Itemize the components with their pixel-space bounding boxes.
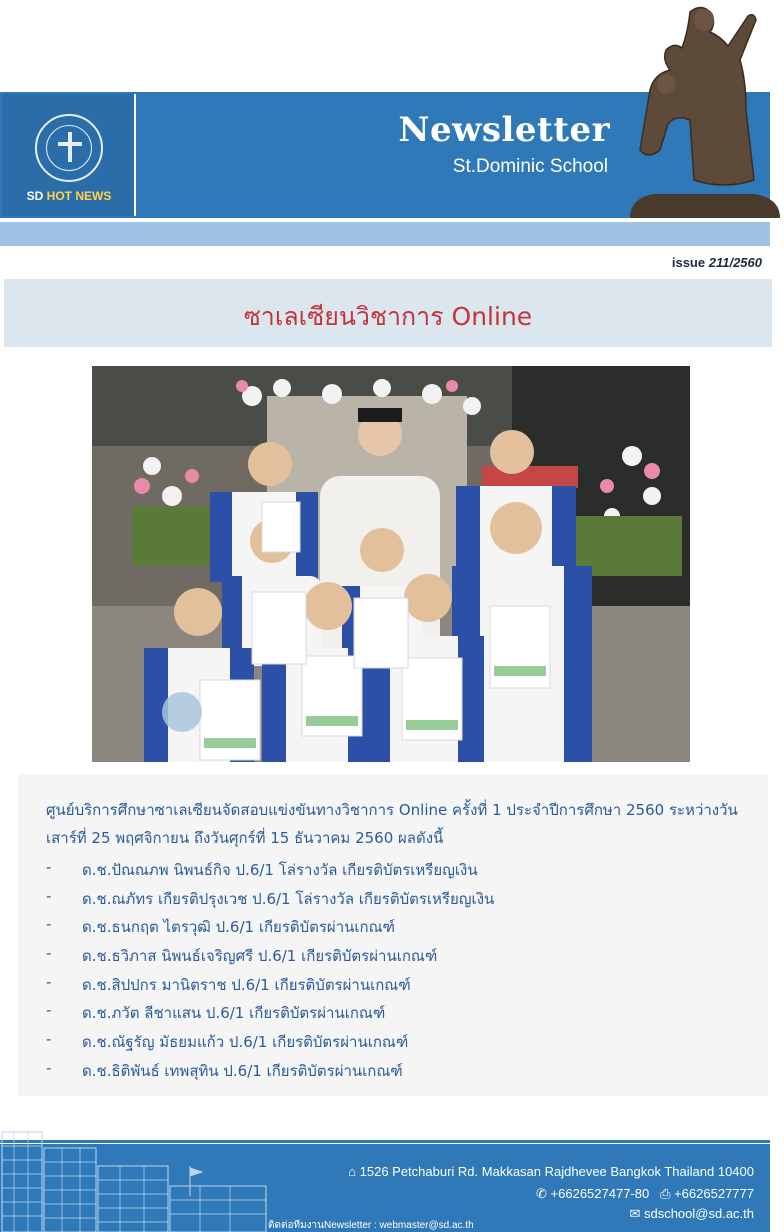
list-item: [46, 1055, 756, 1084]
newsletter-contact-note: ติดต่อทีมงานNewsletter : webmaster@sd.ac.th: [268, 1220, 474, 1231]
list-item: [46, 969, 756, 998]
award-text: ด.ช.ธนกฤต ไตรวุฒิ ป.6/1 เกียรติบัตรผ่านเกณฑ์: [82, 918, 395, 937]
award-text: ด.ช.ปัณณภพ นิพนธ์กิจ ป.6/1 โล่รางวัล เกียรติบัตรเหรียญเงิน: [82, 861, 478, 879]
list-item: [46, 1026, 756, 1055]
article-intro: ศูนย์บริการศึกษาซาเลเซียนจัดสอบแข่งขันทางวิชาการ Online ครั้งที่ 1 ประจำปีการศึกษา 2560 ระหว่างวันเสาร์ที่ 25 พฤศจิกายน ถึงวันศุกร์ที่ 15 ธันวาคม 2560 ผลดังนี้: [46, 801, 738, 847]
fax-icon: ⎙: [660, 1186, 671, 1201]
mail-icon: ✉: [629, 1206, 641, 1221]
bullet-dash: -: [46, 858, 52, 876]
home-icon: ⌂: [348, 1164, 356, 1179]
newsletter-footer: [0, 1126, 770, 1232]
header-sub-band: [0, 222, 770, 246]
hot-news-badge: [2, 94, 136, 216]
list-item: [46, 854, 756, 883]
newsletter-title: Newsletter: [398, 110, 610, 150]
list-item: [46, 997, 756, 1026]
bullet-dash: -: [46, 1001, 52, 1020]
article-content: [18, 774, 768, 1096]
statue-image: [620, 0, 784, 218]
bullet-dash: -: [46, 1058, 52, 1077]
award-text: ด.ช.สิปปกร มานิตราช ป.6/1 เกียรติบัตรผ่านเกณฑ์: [82, 975, 411, 994]
award-text: ด.ช.ภวัต ลีชาแสน ป.6/1 เกียรติบัตรผ่านเกณฑ์: [82, 1004, 386, 1023]
bullet-dash: -: [46, 886, 52, 905]
hot-news-label: SD HOT NEWS: [26, 189, 112, 203]
school-seal-logo: [35, 114, 103, 182]
award-text: ด.ช.ณัฐรัญ มัธยมแก้ว ป.6/1 เกียรติบัตรผ่านเกณฑ์: [82, 1033, 409, 1052]
article-title: ซาเลเซียนวิชาการ Online: [243, 302, 533, 331]
footer-address: ⌂ 1526 Petchaburi Rd. Makkasan Rajdhevee Bangkok Thailand 10400: [348, 1164, 754, 1179]
list-item: [46, 911, 756, 940]
footer-phones: ✆ +6626527477-80 ⎙ +6626527777: [536, 1186, 754, 1201]
award-list: [46, 854, 756, 1084]
bullet-dash: -: [46, 915, 52, 934]
footer-email[interactable]: ✉ sdschool@sd.ac.th: [629, 1206, 754, 1221]
award-text: ด.ช.ณภัทร เกียรติปรุงเวช ป.6/1 โล่รางวัล เกียรติบัตรเหรียญเงิน: [82, 889, 495, 908]
award-text: ด.ช.ธิติพันธ์ เทพสุทิน ป.6/1 เกียรติบัตรผ่านเกณฑ์: [82, 1061, 403, 1080]
phone-icon: ✆: [536, 1186, 547, 1201]
students-award-photo: [92, 366, 690, 762]
issue-number: issue 211/2560: [671, 255, 762, 270]
list-item: [46, 940, 756, 969]
list-item: [46, 883, 756, 912]
bullet-dash: -: [46, 944, 52, 963]
award-text: ด.ช.ธวิภาส นิพนธ์เจริญศรี ป.6/1 เกียรติบัตรผ่านเกณฑ์: [82, 947, 438, 966]
school-name: St.Dominic School: [452, 156, 608, 177]
school-buildings-illustration: [0, 1126, 270, 1232]
article-title-box: [4, 279, 772, 347]
bullet-dash: -: [46, 1030, 52, 1049]
bullet-dash: -: [46, 972, 52, 991]
